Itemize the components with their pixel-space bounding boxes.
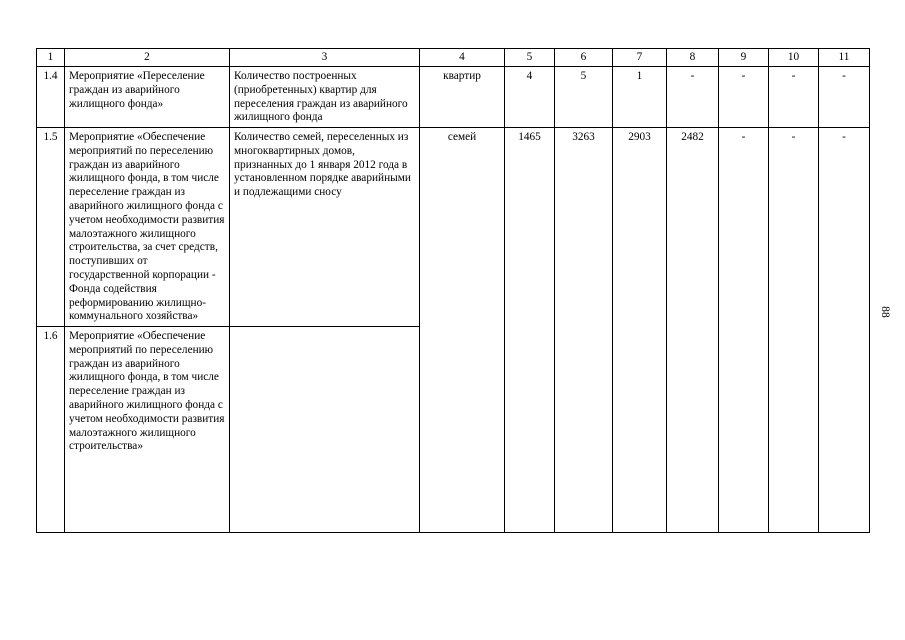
column-number-cell: 2 (65, 49, 230, 67)
row-name: Мероприятие «Обеспечение мероприятий по переселению граждан из аварийного жилищного фонда, в том числе переселение граждан из аварийного жилищного фонда с учетом необходимости развития малоэтажного жилищного строительства» (65, 327, 230, 533)
column-number-cell: 5 (505, 49, 555, 67)
row-value: - (667, 67, 719, 128)
indicators-table (36, 48, 870, 533)
column-number-cell: 7 (613, 49, 667, 67)
row-number: 1.5 (37, 128, 65, 327)
table-column-number-row (37, 49, 870, 67)
column-number-cell: 11 (819, 49, 870, 67)
row-value: 2903 (613, 128, 667, 533)
row-value: - (719, 128, 769, 533)
column-number-cell: 8 (667, 49, 719, 67)
row-name: Мероприятие «Обеспечение мероприятий по переселению граждан из аварийного жилищного фонда, в том числе переселение граждан из аварийного жилищного фонда с учетом необходимости развития малоэтажного жилищного строительства, за счет средств, поступивших от государственной корпорации - Фонда содействия реформированию жилищно-коммунального хозяйства» (65, 128, 230, 327)
row-value: 5 (555, 67, 613, 128)
column-number-cell: 6 (555, 49, 613, 67)
table-row (37, 128, 870, 327)
page-number: 88 (879, 306, 891, 318)
column-number-cell: 9 (719, 49, 769, 67)
row-value: - (769, 67, 819, 128)
row-unit: квартир (420, 67, 505, 128)
column-number-cell: 4 (420, 49, 505, 67)
row-value: - (719, 67, 769, 128)
column-number-cell: 1 (37, 49, 65, 67)
row-value: 4 (505, 67, 555, 128)
row-value: - (819, 128, 870, 533)
row-number: 1.4 (37, 67, 65, 128)
row-value: - (819, 67, 870, 128)
row-value: 1 (613, 67, 667, 128)
row-value: 3263 (555, 128, 613, 533)
row-value: 2482 (667, 128, 719, 533)
column-number-cell: 10 (769, 49, 819, 67)
row-value: - (769, 128, 819, 533)
column-number-cell: 3 (230, 49, 420, 67)
row-indicator: Количество семей, переселенных из многоквартирных домов, признанных до 1 января 2012 года в установленном порядке аварийными и подлежащими сносу (230, 128, 420, 327)
row-indicator (230, 327, 420, 533)
row-name: Мероприятие «Переселение граждан из аварийного жилищного фонда» (65, 67, 230, 128)
row-number: 1.6 (37, 327, 65, 533)
row-unit: семей (420, 128, 505, 533)
table-row (37, 67, 870, 128)
row-indicator: Количество построенных (приобретенных) квартир для переселения граждан из аварийного жилищного фонда (230, 67, 420, 128)
row-value: 1465 (505, 128, 555, 533)
